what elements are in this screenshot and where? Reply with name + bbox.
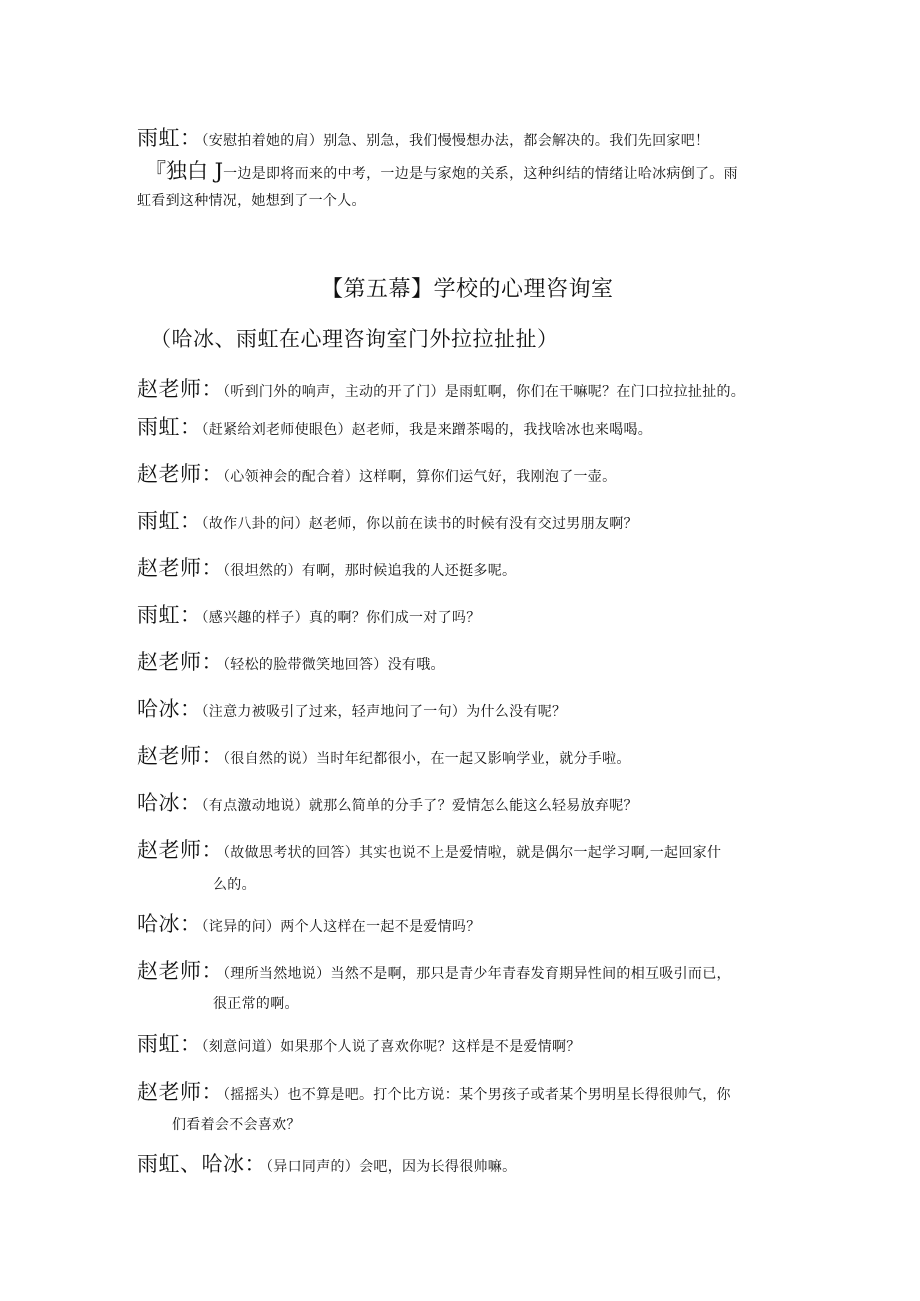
speaker-label: 赵老师： — [137, 556, 223, 580]
dialogue-text: （安慰拍着她的肩）别急、别急，我们慢慢想办法，都会解决的。我们先回家吧！ — [201, 133, 710, 149]
dialogue-text: （摇摇头）也不算是吧。打个比方说：某个男孩子或者某个男明星长得很帅气，你 — [223, 1087, 731, 1103]
dialogue-text: （很自然的说）当时年纪都很小，在一起又影响学业，就分手啦。 — [223, 751, 631, 767]
dialogue-line — [137, 599, 481, 629]
dialogue-text: （故作八卦的问）赵老师，你以前在读书的时候有没有交过男朋友啊？ — [201, 516, 638, 532]
speaker-label: 赵老师： — [137, 1080, 223, 1104]
speaker-label: 赵老师： — [137, 744, 223, 768]
intro-line-2 — [145, 155, 738, 185]
dialogue-line — [137, 955, 731, 985]
dialogue-text: （听到门外的响声，主动的开了门）是雨虹啊，你们在干嘛呢？在门口拉拉扯扯的。 — [223, 384, 746, 400]
dialogue-line — [137, 458, 616, 488]
dialogue-line — [137, 552, 516, 582]
speaker-label: 赵老师： — [137, 838, 223, 862]
dialogue-text: （故做思考状的回答）其实也说不上是爱情啦，就是偶尔一起学习啊,一起回家什 — [223, 845, 722, 861]
dialogue-text: （理所当然地说）当然不是啊，那只是青少年青春发育期异性间的相互吸引而已， — [223, 966, 731, 982]
dialogue-line — [137, 373, 745, 403]
dialogue-line — [137, 1148, 516, 1178]
scene-direction: （哈冰、雨虹在心理咨询室门外拉拉扯扯） — [150, 327, 559, 351]
dialogue-line — [137, 740, 631, 770]
speaker-label: 雨虹： — [137, 603, 202, 627]
speaker-label: 雨虹： — [137, 126, 202, 150]
speaker-label: 赵老师： — [137, 377, 223, 401]
dialogue-continuation: 们看着会不会喜欢？ — [172, 1117, 301, 1133]
dialogue-line — [137, 693, 566, 723]
scene-title: 【第五幕】学校的心理咨询室 — [321, 277, 614, 302]
dialogue-text: （注意力被吸引了过来，轻声地问了一句）为什么没有呢？ — [201, 704, 567, 720]
dialogue-line — [137, 908, 481, 938]
dialogue-line — [137, 1028, 581, 1058]
dialogue-continuation: 很正常的啊。 — [213, 996, 299, 1012]
dialogue-continuation: 么的。 — [213, 877, 256, 893]
monologue-mark: 『独白 J — [145, 159, 224, 183]
speaker-label: 哈冰： — [137, 697, 202, 721]
dialogue-text: （感兴趣的样子）真的啊？你们成一对了吗？ — [201, 610, 481, 626]
speaker-label: 雨虹、哈冰： — [137, 1152, 266, 1176]
dialogue-line — [137, 834, 721, 864]
speaker-label: 赵老师： — [137, 650, 223, 674]
dialogue-text: （轻松的脸带微笑地回答）没有哦。 — [223, 657, 445, 673]
dialogue-line — [137, 787, 638, 817]
speaker-label: 赵老师： — [137, 462, 223, 486]
dialogue-text: （心领神会的配合着）这样啊，算你们运气好，我刚泡了一壶。 — [223, 469, 617, 485]
speaker-label: 哈冰： — [137, 791, 202, 815]
dialogue-text: （赶紧给刘老师使眼色）赵老师，我是来蹭茶喝的，我找啥冰也来喝喝。 — [201, 422, 653, 438]
speaker-label: 哈冰： — [137, 912, 202, 936]
speaker-label: 雨虹： — [137, 1032, 202, 1056]
dialogue-line — [137, 646, 445, 676]
dialogue-line — [137, 1076, 731, 1106]
dialogue-line — [137, 505, 638, 535]
dialogue-line — [137, 411, 652, 441]
speaker-label: 雨虹： — [137, 509, 202, 533]
dialogue-text: （异口同声的）会吧，因为长得很帅嘛。 — [266, 1159, 517, 1175]
speaker-label: 赵老师： — [137, 959, 223, 983]
speaker-label: 雨虹： — [137, 415, 202, 439]
dialogue-text: （很坦然的）有啊，那时候追我的人还挺多呢。 — [223, 563, 517, 579]
intro-line-3: 虹看到这种情况，她想到了一个人。 — [137, 193, 366, 209]
intro-line-1 — [137, 122, 709, 152]
monologue-text: 一边是即将而来的中考，一边是与家炮的关系，这种纠结的情绪让哈冰病倒了。雨 — [223, 166, 738, 182]
dialogue-text: （有点激动地说）就那么简单的分手了？爱情怎么能这么轻易放弃呢？ — [201, 798, 638, 814]
dialogue-text: （诧异的问）两个人这样在一起不是爱情吗？ — [201, 919, 481, 935]
dialogue-text: （刻意问道）如果那个人说了喜欢你呢？这样是不是爱情啊？ — [201, 1039, 581, 1055]
